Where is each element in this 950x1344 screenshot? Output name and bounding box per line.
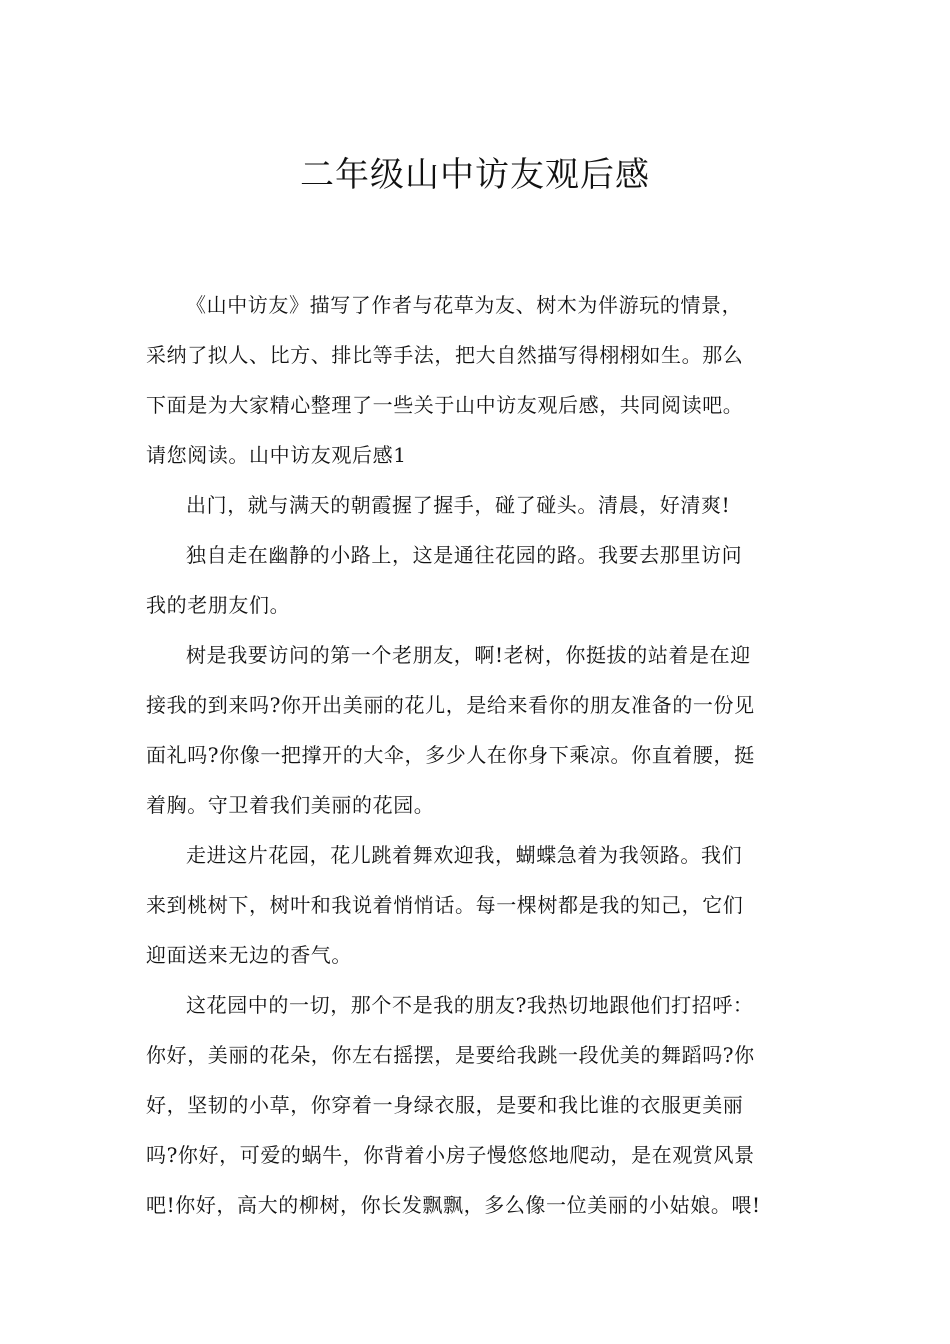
text-line: 出门，就与满天的朝霞握了握手，碰了碰头。清晨，好清爽!: [186, 493, 731, 517]
paragraph: [146, 830, 810, 980]
document-body: [146, 280, 810, 1230]
text-line: 下面是为大家精心整理了一些关于山中访友观后感，共同阅读吧。: [146, 393, 744, 417]
text-line: 走进这片花园，花儿跳着舞欢迎我，蝴蝶急着为我领路。我们: [186, 843, 743, 867]
text-line: 独自走在幽静的小路上，这是通往花园的路。我要去那里访问: [186, 543, 743, 567]
text-line: 《山中访友》描写了作者与花草为友、树木为伴游玩的情景，: [186, 293, 743, 317]
text-line: 吗?你好，可爱的蜗牛，你背着小房子慢悠悠地爬动，是在观赏风景: [146, 1143, 755, 1167]
text-line: 树是我要访问的第一个老朋友，啊!老树，你挺拔的站着是在迎: [186, 643, 751, 667]
text-line: 你好，美丽的花朵，你左右摇摆，是要给我跳一段优美的舞蹈吗?你: [146, 1043, 755, 1067]
text-line: 我的老朋友们。: [146, 593, 291, 617]
paragraph: [146, 530, 810, 630]
document-title: 二年级山中访友观后感: [300, 154, 650, 195]
text-line: 这花园中的一切，那个不是我的朋友?我热切地跟他们打招呼：: [186, 993, 754, 1017]
text-line: 采纳了拟人、比方、排比等手法，把大自然描写得栩栩如生。那么: [146, 343, 744, 367]
text-line: 接我的到来吗?你开出美丽的花儿，是给来看你的朋友准备的一份见: [146, 693, 755, 717]
text-line: 好，坚韧的小草，你穿着一身绿衣服，是要和我比谁的衣服更美丽: [146, 1093, 744, 1117]
paragraph-intro: [146, 280, 810, 480]
text-line: 迎面送来无边的香气。: [146, 943, 352, 967]
paragraph: [146, 980, 810, 1230]
text-line: 着胸。守卫着我们美丽的花园。: [146, 793, 435, 817]
text-line: 来到桃树下，树叶和我说着悄悄话。每一棵树都是我的知己，它们: [146, 893, 744, 917]
paragraph: [146, 480, 810, 530]
paragraph: [146, 630, 810, 830]
text-line: 吧!你好，高大的柳树，你长发飘飘，多么像一位美丽的小姑娘。喂!: [146, 1193, 761, 1217]
text-line: 请您阅读。山中访友观后感1: [146, 443, 407, 467]
text-line: 面礼吗?你像一把撑开的大伞，多少人在你身下乘凉。你直着腰，挺: [146, 743, 755, 767]
